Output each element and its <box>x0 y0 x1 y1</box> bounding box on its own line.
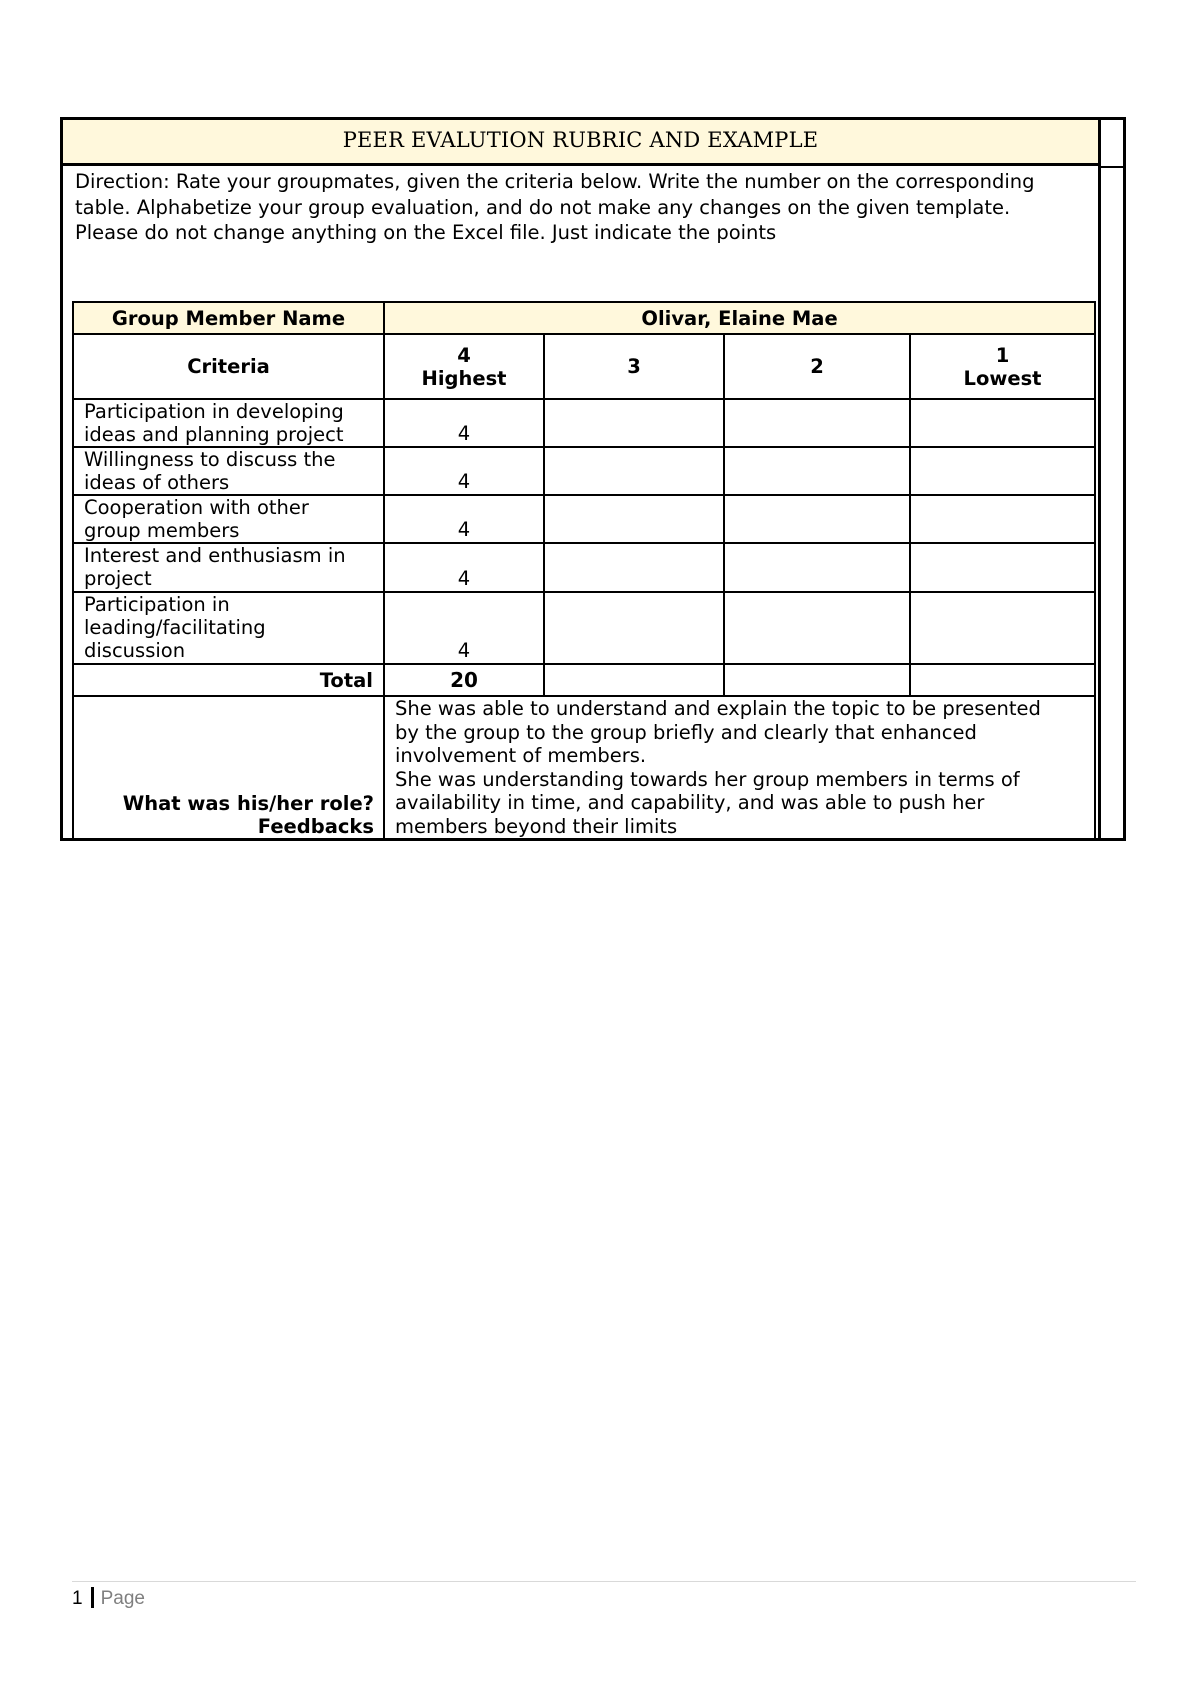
criteria-header: Criteria <box>73 334 384 399</box>
feedback-line: involvement of members. <box>395 744 647 767</box>
footer-divider <box>72 1581 1136 1582</box>
page-number: 1 <box>72 1588 83 1609</box>
score-cell-empty[interactable] <box>544 399 724 447</box>
direction-text <box>75 169 1090 246</box>
page-label: Page <box>100 1588 145 1609</box>
table-row <box>73 447 1095 495</box>
criterion-line: group members <box>84 519 240 542</box>
scale-number: 1 <box>995 343 1010 367</box>
score-cell-empty[interactable] <box>544 495 724 543</box>
feedbacks-label: Feedbacks <box>257 815 374 838</box>
table-row <box>73 399 1095 447</box>
feedback-line: She was able to understand and explain the topic to be presented <box>395 697 1041 720</box>
score-cell-empty[interactable] <box>724 399 910 447</box>
criterion-line: Participation in developing <box>84 400 344 423</box>
score-cell-empty[interactable] <box>724 495 910 543</box>
criterion-line: Cooperation with other <box>84 496 309 519</box>
criterion-line: project <box>84 567 152 590</box>
page-footer <box>72 1586 145 1612</box>
criterion-line: Participation in <box>84 593 230 616</box>
table-row <box>73 495 1095 543</box>
criterion-line: Interest and enthusiasm in <box>84 544 346 567</box>
feedback-row <box>73 696 1095 839</box>
scale-word: Lowest <box>963 366 1042 390</box>
frame-right-strip <box>1098 120 1123 838</box>
scale-header-3 <box>544 334 724 399</box>
score-cell-empty[interactable] <box>910 543 1095 592</box>
score-cell-empty[interactable] <box>910 399 1095 447</box>
table-row <box>73 592 1095 664</box>
criterion-line: ideas of others <box>84 471 230 494</box>
score-cell[interactable]: 4 <box>384 543 544 592</box>
score-cell-empty[interactable] <box>724 592 910 664</box>
score-cell-empty[interactable] <box>544 447 724 495</box>
criterion-line: discussion <box>84 639 186 662</box>
direction-line: table. Alphabetize your group evaluation, and do not make any changes on the given template. <box>75 195 1011 219</box>
total-cell-empty <box>910 664 1095 696</box>
score-cell-empty[interactable] <box>544 543 724 592</box>
scale-header-1 <box>910 334 1095 399</box>
score-cell[interactable]: 4 <box>384 399 544 447</box>
total-row <box>73 664 1095 696</box>
score-cell-empty[interactable] <box>544 592 724 664</box>
total-label: Total <box>73 664 384 696</box>
score-cell-empty[interactable] <box>724 543 910 592</box>
total-value: 20 <box>384 664 544 696</box>
criterion-line: ideas and planning project <box>84 423 344 446</box>
feedback-line: She was understanding towards her group members in terms of <box>395 767 1020 791</box>
scale-header-4 <box>384 334 544 399</box>
scale-number: 2 <box>810 355 824 378</box>
table-row <box>73 543 1095 592</box>
score-cell[interactable]: 4 <box>384 592 544 664</box>
criterion-cell <box>73 592 384 664</box>
score-cell-empty[interactable] <box>910 447 1095 495</box>
footer-separator <box>91 1587 94 1608</box>
direction-line: Please do not change anything on the Excel file. Just indicate the points <box>75 221 777 244</box>
feedback-line: members beyond their limits <box>395 814 678 838</box>
total-cell-empty <box>544 664 724 696</box>
criterion-line: leading/facilitating <box>84 616 266 639</box>
score-cell[interactable]: 4 <box>384 447 544 495</box>
role-label: What was his/her role? <box>122 792 374 815</box>
role-label-cell <box>73 696 384 839</box>
scale-row <box>73 334 1095 399</box>
criterion-cell <box>73 447 384 495</box>
score-cell-empty[interactable] <box>910 495 1095 543</box>
criterion-cell <box>73 543 384 592</box>
member-name-label: Group Member Name <box>73 302 384 334</box>
scale-word: Highest <box>421 366 507 390</box>
feedback-line: by the group to the group briefly and clearly that enhanced <box>395 720 977 744</box>
criterion-cell <box>73 495 384 543</box>
criterion-cell <box>73 399 384 447</box>
rubric-table <box>72 301 1096 840</box>
member-name-value: Olivar, Elaine Mae <box>384 302 1095 334</box>
feedback-line: availability in time, and capability, and was able to push her <box>395 791 985 814</box>
scale-header-2 <box>724 334 910 399</box>
rubric-title: PEER EVALUTION RUBRIC AND EXAMPLE <box>63 120 1098 166</box>
scale-number: 4 <box>457 343 471 367</box>
strip-divider <box>1101 166 1123 168</box>
feedback-cell[interactable] <box>384 696 1095 839</box>
score-cell-empty[interactable] <box>910 592 1095 664</box>
direction-line: Direction: Rate your groupmates, given the criteria below. Write the number on the corresponding <box>75 170 1035 193</box>
score-cell[interactable]: 4 <box>384 495 544 543</box>
member-header-row <box>73 302 1095 334</box>
total-cell-empty <box>724 664 910 696</box>
scale-number: 3 <box>627 355 641 378</box>
criterion-line: Willingness to discuss the <box>84 448 336 471</box>
score-cell-empty[interactable] <box>724 447 910 495</box>
